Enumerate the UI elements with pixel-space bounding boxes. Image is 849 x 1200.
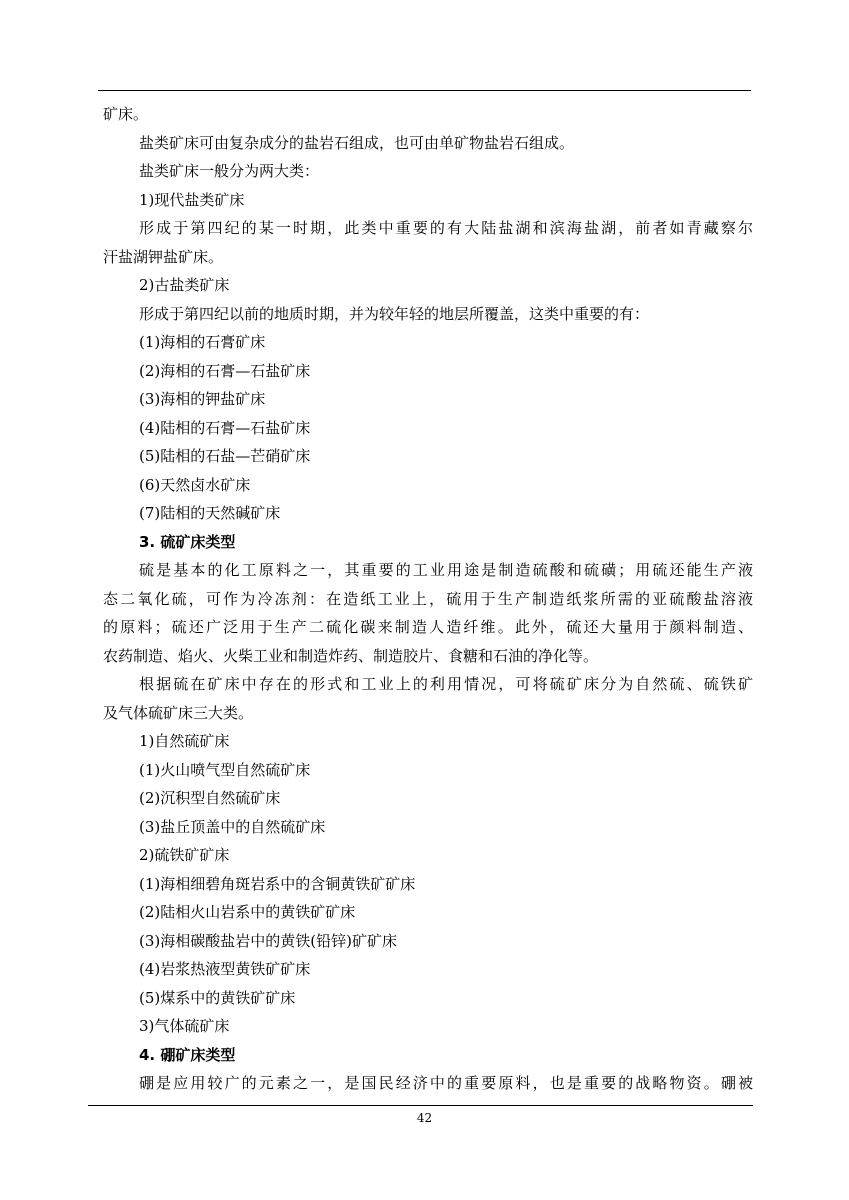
text-line: 汗盐湖钾盐矿床。 <box>103 247 224 266</box>
text-line: (1)火山喷气型自然硫矿床 <box>139 760 311 779</box>
text-line: 1)现代盐类矿床 <box>139 190 245 209</box>
text-line: (1)海相细碧角斑岩系中的含铜黄铁矿矿床 <box>139 874 416 893</box>
section-heading: 3. 硫矿床类型 <box>139 532 236 551</box>
text-line: 2)硫铁矿矿床 <box>139 846 230 864</box>
text-line: (2)陆相火山岩系中的黄铁矿矿床 <box>139 903 356 921</box>
text-line: 的原料；硫还广泛用于生产二硫化碳来制造人造纤维。此外，硫还大量用于颜料制造、 <box>103 618 753 636</box>
text-line: 及气体硫矿床三大类。 <box>103 703 254 722</box>
text-line: (5)陆相的石盐—芒硝矿床 <box>139 447 311 465</box>
text-line: (1)海相的石膏矿床 <box>139 333 266 351</box>
text-line: 盐类矿床可由复杂成分的盐岩石组成，也可由单矿物盐岩石组成。 <box>139 133 575 152</box>
text-line: 农药制造、焰火、火柴工业和制造炸药、制造胶片、食糖和石油的净化等。 <box>103 646 599 665</box>
text-line: 态二氧化硫，可作为冷冻剂：在造纸工业上，硫用于生产制造纸浆所需的亚硫酸盐溶液 <box>103 589 753 608</box>
text-line: (2)海相的石膏—石盐矿床 <box>139 361 311 380</box>
text-line: (7)陆相的天然碱矿床 <box>139 504 281 522</box>
text-line: 1)自然硫矿床 <box>139 732 230 750</box>
text-line: 硫是基本的化工原料之一，其重要的工业用途是制造硫酸和硫磺；用硫还能生产液 <box>139 561 753 579</box>
text-line: 2)古盐类矿床 <box>139 276 230 294</box>
text-line: (3)海相的钾盐矿床 <box>139 390 266 408</box>
text-line: 形成于第四纪的某一时期，此类中重要的有大陆盐湖和滨海盐湖，前者如青藏察尔 <box>139 219 753 237</box>
text-line: (4)陆相的石膏—石盐矿床 <box>139 418 311 437</box>
text-line: (4)岩浆热液型黄铁矿矿床 <box>139 960 311 978</box>
footer-rule <box>88 1105 753 1106</box>
text-line: (3)盐丘顶盖中的自然硫矿床 <box>139 817 326 836</box>
page-number: 42 <box>416 1111 433 1125</box>
text-line: (5)煤系中的黄铁矿矿床 <box>139 988 296 1007</box>
text-line: 硼是应用较广的元素之一，是国民经济中的重要原料，也是重要的战略物资。硼被 <box>139 1074 753 1092</box>
text-line: 3)气体硫矿床 <box>139 1017 230 1035</box>
text-line: 盐类矿床一般分为两大类： <box>139 162 320 180</box>
section-heading: 4. 硼矿床类型 <box>139 1045 236 1064</box>
text-line: (6)天然卤水矿床 <box>139 475 251 494</box>
text-line: (3)海相碳酸盐岩中的黄铁(铅锌)矿矿床 <box>139 931 397 950</box>
header-rule <box>98 90 751 91</box>
text-line: 矿床。 <box>103 105 149 123</box>
page-body <box>103 100 753 1098</box>
text-line: 根据硫在矿床中存在的形式和工业上的利用情况，可将硫矿床分为自然硫、硫铁矿 <box>139 675 753 693</box>
text-line: (2)沉积型自然硫矿床 <box>139 789 281 807</box>
text-line: 形成于第四纪以前的地质时期，并为较年轻的地层所覆盖，这类中重要的有： <box>139 304 650 323</box>
